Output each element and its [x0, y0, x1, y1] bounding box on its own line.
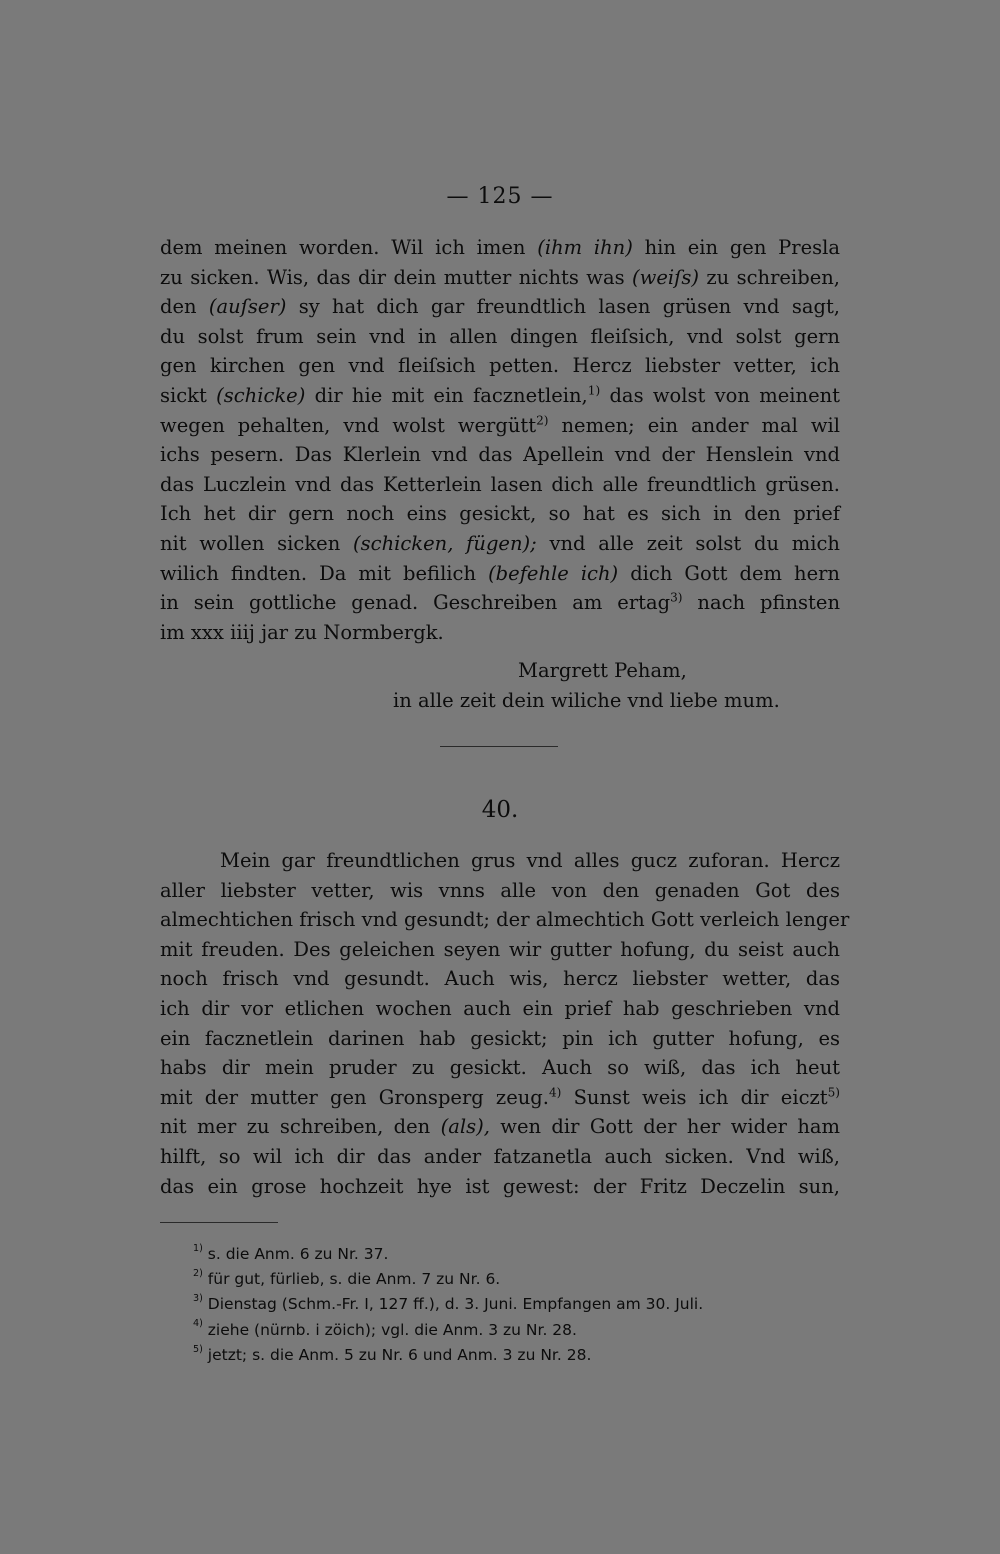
footnote-marker: 1) — [193, 1242, 203, 1254]
text-line — [160, 351, 840, 381]
text-line — [160, 1142, 840, 1172]
footnote — [193, 1318, 853, 1343]
line-text: das ein grose hochzeit hye ist gewest: der Fritz Deczelin sun, — [160, 1174, 840, 1198]
signature-name: Margrett Peham, — [518, 659, 687, 682]
footnote-text: s. die Anm. 6 zu Nr. 37. — [202, 1245, 389, 1263]
footnote — [193, 1292, 853, 1317]
text-line — [160, 905, 850, 935]
text-line — [160, 233, 840, 263]
footnote-marker: 3) — [193, 1293, 203, 1305]
text-line — [160, 846, 840, 876]
line-text: dir hie mit ein facznetlein, — [305, 383, 588, 407]
line-text: sy hat dich gar freundtlich lasen grüsen vnd sagt, — [286, 295, 841, 319]
footnote-marker: 5) — [193, 1343, 203, 1355]
footnote-marker: 2) — [193, 1268, 203, 1280]
section-divider — [440, 746, 558, 747]
line-text: wilich findten. Da mit befilich — [160, 561, 489, 585]
line-text: in sein gottliche genad. Geschreiben am ertag — [160, 591, 671, 615]
gloss-text: (befehle ich) — [488, 561, 619, 585]
gloss-text: (als), — [440, 1115, 490, 1139]
text-line — [160, 381, 840, 411]
footnote-text: Dienstag (Schm.-Fr. I, 127 ff.), d. 3. Juni. Empfangen am 30. Juli. — [202, 1295, 704, 1314]
text-line — [160, 964, 840, 994]
line-text: mit freuden. Des geleichen seyen wir gutter hofung, du seist auch — [160, 937, 840, 961]
gloss-text: (schicken, fügen); — [353, 531, 537, 555]
text-line — [160, 1112, 840, 1142]
text-line — [160, 935, 840, 965]
line-text: zu schreiben, — [698, 265, 840, 289]
text-line — [160, 292, 840, 322]
line-text: du solst frum sein vnd in allen dingen fleiſsich, vnd solst gern — [160, 324, 840, 348]
line-text: ich dir vor etlichen wochen auch ein prief hab geschrieben vnd — [160, 996, 840, 1020]
text-line — [160, 263, 840, 293]
line-text: gen kirchen gen vnd fleiſsich petten. Hercz liebster vetter, ich — [160, 354, 840, 378]
text-line — [160, 1083, 840, 1113]
gloss-text: (ihm ihn) — [537, 236, 633, 259]
gloss-text: (weiſs) — [632, 265, 699, 289]
letter-39-text — [160, 233, 840, 647]
footnote-ref: 4) — [549, 1085, 562, 1100]
footnote-ref: 5) — [827, 1085, 841, 1100]
gloss-text: (auſser) — [208, 295, 287, 319]
line-text: dem meinen worden. Wil ich imen — [160, 236, 538, 259]
line-text: wen dir Gott der her wider ham — [489, 1115, 841, 1139]
footnote — [193, 1267, 853, 1292]
line-text: ichs pesern. Das Klerlein vnd das Apellein vnd der Henslein vnd — [160, 443, 840, 467]
text-line — [160, 876, 840, 906]
letter-40-text — [160, 846, 850, 1201]
footnote-divider — [160, 1222, 278, 1223]
text-line — [160, 529, 840, 559]
text-line — [160, 440, 840, 470]
footnote-text: ziehe (nürnb. i zöich); vgl. die Anm. 3 zu Nr. 28. — [202, 1320, 577, 1339]
line-text: im xxx iiij jar zu Normbergk. — [160, 620, 444, 644]
line-text: das wolst von meinent — [600, 383, 841, 407]
line-text: ein facznetlein darinen hab gesickt; pin ich gutter hofung, es — [160, 1026, 840, 1050]
line-text: hin ein gen Presla — [632, 236, 841, 259]
line-text: habs dir mein pruder zu gesickt. Auch so wiß, das ich heut — [160, 1056, 840, 1080]
line-text: hilft, so wil ich dir das ander fatzanetla auch sicken. Vnd wiß, — [160, 1144, 840, 1168]
line-text: almechtichen frisch vnd gesundt; der almechtich Gott verleich lenger — [160, 908, 850, 932]
line-text: nit mer zu schreiben, den — [160, 1115, 441, 1139]
text-line — [160, 559, 840, 589]
text-line — [160, 411, 840, 441]
text-line — [160, 470, 840, 500]
line-text: mit der mutter gen Gronsperg zeug. — [160, 1085, 549, 1109]
line-text: nach pfinsten — [682, 591, 840, 615]
footnote-text: jetzt; s. die Anm. 5 zu Nr. 6 und Anm. 3 zu Nr. 28. — [202, 1345, 592, 1364]
footnotes — [193, 1242, 853, 1368]
line-text: wegen pehalten, vnd wolst wergütt — [160, 413, 537, 437]
line-text: aller liebster vetter, wis vnns alle von den genaden Got des — [160, 878, 840, 902]
footnote-ref: 2) — [536, 413, 549, 428]
footnote — [193, 1242, 853, 1267]
text-line — [160, 588, 840, 618]
footnote-ref: 1) — [587, 383, 601, 398]
line-text: nit wollen sicken — [160, 531, 354, 555]
line-text: Mein gar freundtlichen grus vnd alles gucz zuforan. Hercz — [220, 849, 840, 872]
line-text: dich Gott dem hern — [618, 561, 840, 585]
line-text: das Luczlein vnd das Ketterlein lasen dich alle freundtlich grüsen. — [160, 472, 840, 496]
footnote-ref: 3) — [670, 590, 683, 605]
line-text: nemen; ein ander mal wil — [548, 413, 840, 437]
line-text: vnd alle zeit solst du mich — [536, 531, 840, 555]
line-text: den — [160, 295, 209, 319]
letter-number: 40. — [481, 797, 519, 823]
text-line — [160, 618, 840, 648]
text-line — [160, 499, 840, 529]
footnote — [193, 1343, 853, 1368]
line-text: Sunst weis ich dir eiczt — [561, 1085, 828, 1109]
text-line — [160, 1053, 840, 1083]
line-text: noch frisch vnd gesundt. Auch wis, hercz liebster wetter, das — [160, 967, 840, 991]
gloss-text: (schicke) — [216, 383, 306, 407]
text-line — [160, 1172, 840, 1202]
footnote-marker: 4) — [193, 1318, 203, 1330]
line-text: sickt — [160, 383, 217, 407]
text-line — [160, 1024, 840, 1054]
text-line — [160, 322, 840, 352]
footnote-text: für gut, fürlieb, s. die Anm. 7 zu Nr. 6. — [202, 1270, 501, 1289]
page-number: — 125 — — [446, 184, 554, 209]
line-text: Ich het dir gern noch eins gesickt, so hat es sich in den prief — [160, 502, 840, 526]
line-text: zu sicken. Wis, das dir dein mutter nichts was — [160, 265, 633, 289]
text-line — [160, 994, 840, 1024]
signature-closing: in alle zeit dein wiliche vnd liebe mum. — [393, 689, 780, 712]
